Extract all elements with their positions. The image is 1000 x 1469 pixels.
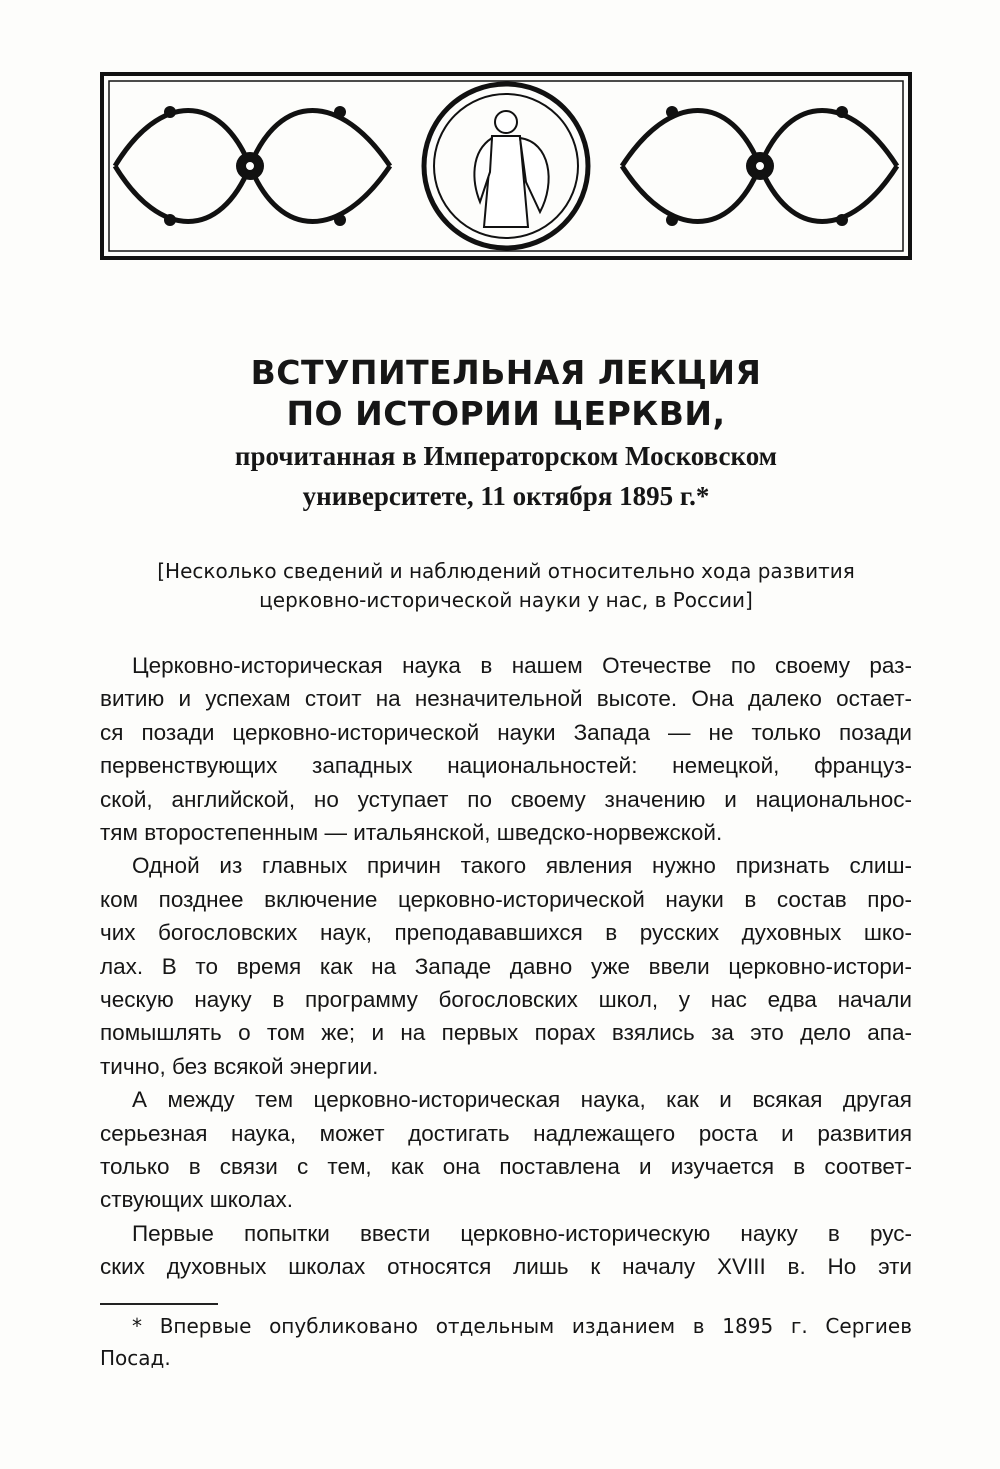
bracket-note-line-2: церковно-исторической науки у нас, в России] (259, 588, 753, 612)
body-line: первенствующих западных национальностей: немецкой, француз- (100, 753, 912, 779)
body-line: А между тем церковно-историческая наука, как и всякая другая (132, 1087, 912, 1113)
body-line: ком позднее включение церковно-исторической науки в состав про- (100, 886, 912, 912)
body-line: лах. В то время как на Западе давно уже ввели церковно-истори- (100, 953, 912, 979)
footnote-rule (100, 1303, 218, 1305)
body-line: ской, английской, но уступает по своему значению и национальнос- (100, 786, 912, 812)
body-line: ствующих школах. (100, 1187, 294, 1213)
title-line-1: ВСТУПИТЕЛЬНАЯ ЛЕКЦИЯ (250, 353, 762, 392)
footnote-line-2: Посад. (100, 1346, 171, 1370)
bracket-note-line-1: [Несколько сведений и наблюдений относительно хода развития (157, 559, 855, 583)
body-line: чих богословских наук, преподававшихся в русских духовных шко- (100, 920, 912, 946)
subtitle-line-1: прочитанная в Императорском Московском (234, 441, 778, 471)
body-line: ских духовных школах относятся лишь к началу XVIII в. Но эти (100, 1254, 912, 1280)
body-line: тям второстепенным — итальянской, шведско-норвежской. (100, 820, 723, 845)
subtitle-line-2: университете, 11 октября 1895 г.* (302, 481, 710, 511)
body-line: Первые попытки ввести церковно-историческую науку в рус- (132, 1220, 912, 1246)
body-line: витию и успехам стоит на незначительной высоте. Она далеко остает- (100, 686, 912, 712)
body-line: серьезная наука, может достигать надлежащего роста и развития (100, 1120, 912, 1146)
body-line: только в связи с тем, как она поставлена и изучается в соответ- (100, 1154, 912, 1179)
title-line-2: ПО ИСТОРИИ ЦЕРКВИ, (286, 394, 726, 433)
body-line: ся позади церковно-исторической науки Запада — не только позади (100, 719, 912, 745)
body-line: Церковно-историческая наука в нашем Отечестве по своему раз- (132, 653, 912, 678)
body-line: помышлять о том же; и на первых порах взялись за это дело апа- (100, 1020, 912, 1046)
body-line: ческую науку в программу богословских школ, у нас едва начали (100, 987, 912, 1012)
body-line: Одной из главных причин такого явления нужно признать слиш- (132, 853, 912, 879)
decorative-ornament-band (100, 72, 912, 260)
footnote-line-1: * Впервые опубликовано отдельным изданием в 1895 г. Сергиев (132, 1314, 912, 1338)
body-line: тично, без всякой энергии. (100, 1053, 379, 1079)
